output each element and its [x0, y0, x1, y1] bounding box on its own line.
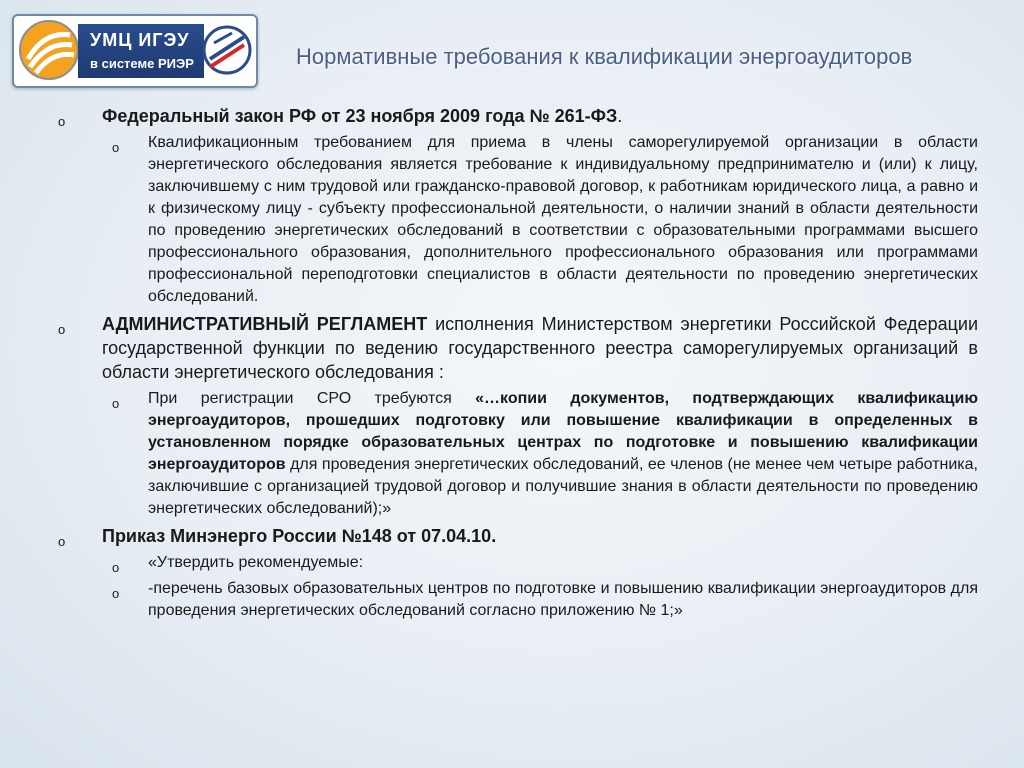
rier-emblem-icon — [202, 21, 252, 79]
law-suffix: . — [617, 106, 623, 126]
bullet-icon: o — [58, 534, 66, 549]
page-title: Нормативные требования к квалификации энергоаудиторов — [296, 44, 913, 69]
qualification-text: Квалификационным требованием для приема в члены саморегулируемой организации в области энергетического обследования является требование к индивидуальному предпринимателю и (или) к лицу, заключившему с ним трудовой или гражданско-правовой договор, к работникам юридического лица, а равно и к физическому лицу - субъекту профессиональной деятельности, о наличии знаний в области деятельности по проведению энергетических обследований в соответствии с образовательными программами высшего профессионального образования, дополнительного профессионального образования или программами профессиональной переподготовки специалистов в области деятельности по проведению энергетических обследований. — [148, 134, 978, 305]
list-item — [58, 552, 978, 574]
content-list — [58, 104, 978, 626]
bullet-icon: o — [58, 322, 66, 337]
sro-text-post: для проведения энергетических обследований, ее членов (не менее чем четыре работника, заключившие с организацией трудовой договор и получившие знания в области деятельности по проведению энергетических обследований);» — [148, 456, 978, 517]
bullet-icon: o — [112, 586, 120, 601]
law-title: Федеральный закон РФ от 23 ноября 2009 года № 261-ФЗ — [102, 106, 618, 126]
bullet-icon: o — [112, 140, 120, 155]
bullet-icon: o — [58, 114, 66, 129]
regulation-text: исполнения Министерством энергетики Российской Федерации государственной функции по ведению государственного реестра саморегулируемых организаций в области энергетического обследования : — [102, 314, 979, 382]
list-item — [58, 578, 978, 622]
list-item — [58, 132, 978, 308]
list-item — [58, 388, 978, 520]
logo — [12, 14, 258, 88]
list-item — [58, 524, 978, 548]
order-title: Приказ Минэнерго России №148 от 07.04.10. — [102, 526, 497, 546]
logo-line2: в системе РИЭР — [90, 56, 194, 71]
bullet-icon: o — [112, 396, 120, 411]
regulation-title: АДМИНИСТРАТИВНЫЙ РЕГЛАМЕНТ — [102, 314, 428, 334]
sro-text-pre: При регистрации СРО требуются — [148, 390, 476, 407]
order-text-1: «Утвердить рекомендуемые: — [148, 554, 364, 571]
list-item — [58, 104, 978, 128]
umc-emblem-icon — [18, 19, 80, 81]
sro-text-bold: «…копии документов, подтверждающих квалификацию энергоаудиторов, прошедших подготовку или повышение квалификации в определенных в установленном порядке образовательных центрах по подготовке и повышению квалификации энергоаудиторов — [148, 390, 979, 473]
bullet-icon: o — [112, 560, 120, 575]
list-item — [58, 312, 978, 384]
order-text-2: -перечень базовых образовательных центров по подготовке и повышению квалификации энергоаудиторов для проведения энергетических обследований согласно приложению № 1;» — [148, 580, 978, 619]
logo-line1: УМЦ ИГЭУ — [90, 30, 190, 50]
